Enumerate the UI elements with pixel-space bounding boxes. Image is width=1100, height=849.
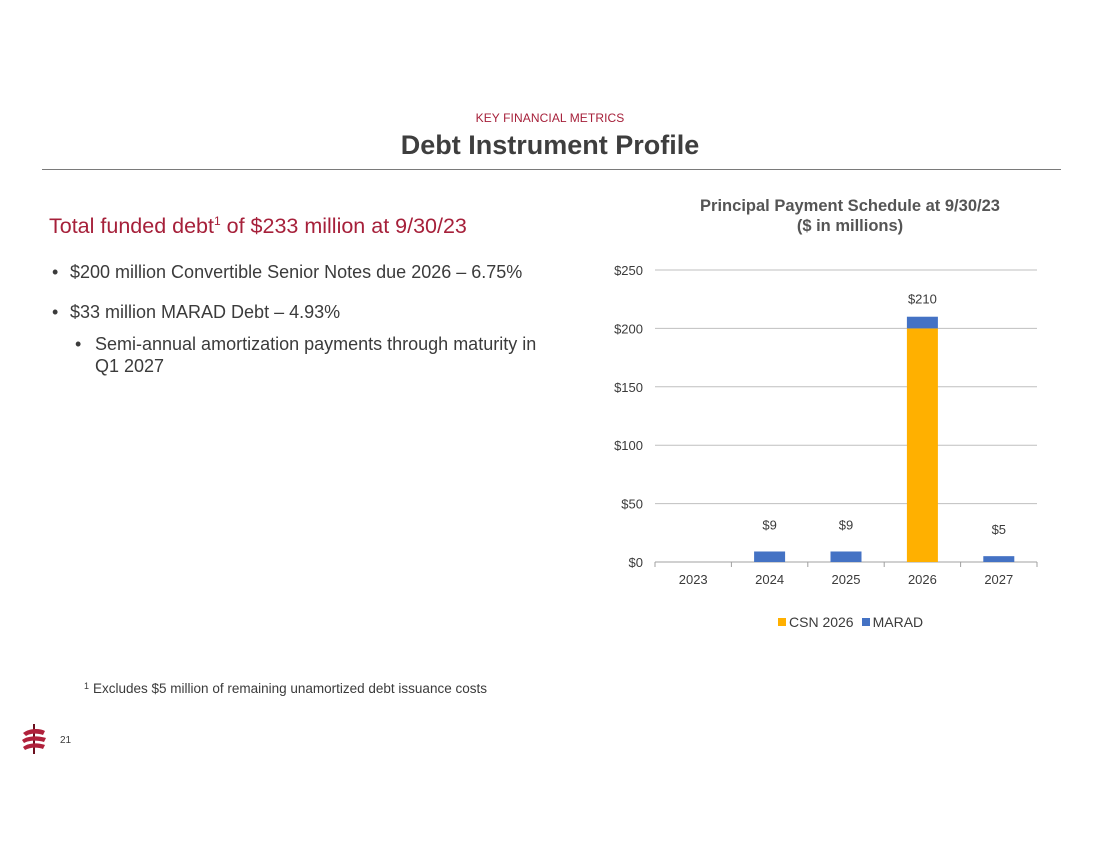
footnote xyxy=(84,681,487,696)
y-tick-label: $250 xyxy=(614,263,643,278)
legend-item-marad xyxy=(862,614,924,630)
footnote-marker: 1 xyxy=(84,681,90,691)
bullet-dot: • xyxy=(75,334,82,354)
chart-title-line1: Principal Payment Schedule at 9/30/23 xyxy=(700,197,1000,215)
x-tick-label: 2027 xyxy=(984,572,1014,587)
x-tick-label: 2024 xyxy=(755,572,785,587)
bar-csn-2026 xyxy=(907,328,938,562)
footnote-reference: 1 xyxy=(213,214,221,228)
x-tick-label: 2023 xyxy=(678,572,708,587)
x-tick-label: 2025 xyxy=(831,572,861,587)
y-tick-label: $200 xyxy=(614,321,643,337)
legend-swatch-marad xyxy=(862,618,870,626)
company-logo-icon xyxy=(20,724,48,754)
footnote-text: Excludes $5 million of remaining unamortized debt issuance costs xyxy=(93,681,487,696)
headline-text: Total funded debt xyxy=(49,214,214,238)
headline-text-tail: of $233 million at 9/30/23 xyxy=(220,214,467,238)
page-number: 21 xyxy=(60,735,72,746)
bar-marad xyxy=(907,317,938,329)
bar-marad xyxy=(754,551,785,562)
x-tick-label: 2026 xyxy=(907,572,937,587)
bar-marad xyxy=(983,556,1014,562)
data-label: $5 xyxy=(991,522,1007,538)
data-label: $9 xyxy=(838,517,854,533)
bullet-dot: • xyxy=(52,302,59,322)
sub-bullet-text: Semi-annual amortization payments through maturity in Q1 2027 xyxy=(95,334,537,376)
legend-label-csn: CSN 2026 xyxy=(789,614,854,630)
y-tick-label: $50 xyxy=(621,496,643,512)
y-tick-label: $150 xyxy=(614,379,643,395)
data-label: $210 xyxy=(907,291,937,307)
chart-bars xyxy=(754,317,1014,562)
data-label: $9 xyxy=(762,517,777,533)
section-kicker: KEY FINANCIAL METRICS xyxy=(475,111,625,125)
legend-item-csn xyxy=(778,614,854,630)
page-title: Debt Instrument Profile xyxy=(400,130,700,160)
legend-label-marad: MARAD xyxy=(872,614,924,630)
bullet-text: $200 million Convertible Senior Notes due 2026 – 6.75% xyxy=(70,262,523,282)
chart-legend xyxy=(778,614,931,630)
y-tick-label: $0 xyxy=(628,555,643,570)
chart-labels xyxy=(614,263,1013,587)
bar-marad xyxy=(831,551,862,562)
y-tick-label: $100 xyxy=(614,438,643,454)
bullet-dot: • xyxy=(52,262,59,282)
legend-swatch-csn xyxy=(778,618,786,626)
bullet-text: $33 million MARAD Debt – 4.93% xyxy=(70,302,341,322)
chart-title-line2: ($ in millions) xyxy=(796,217,904,235)
